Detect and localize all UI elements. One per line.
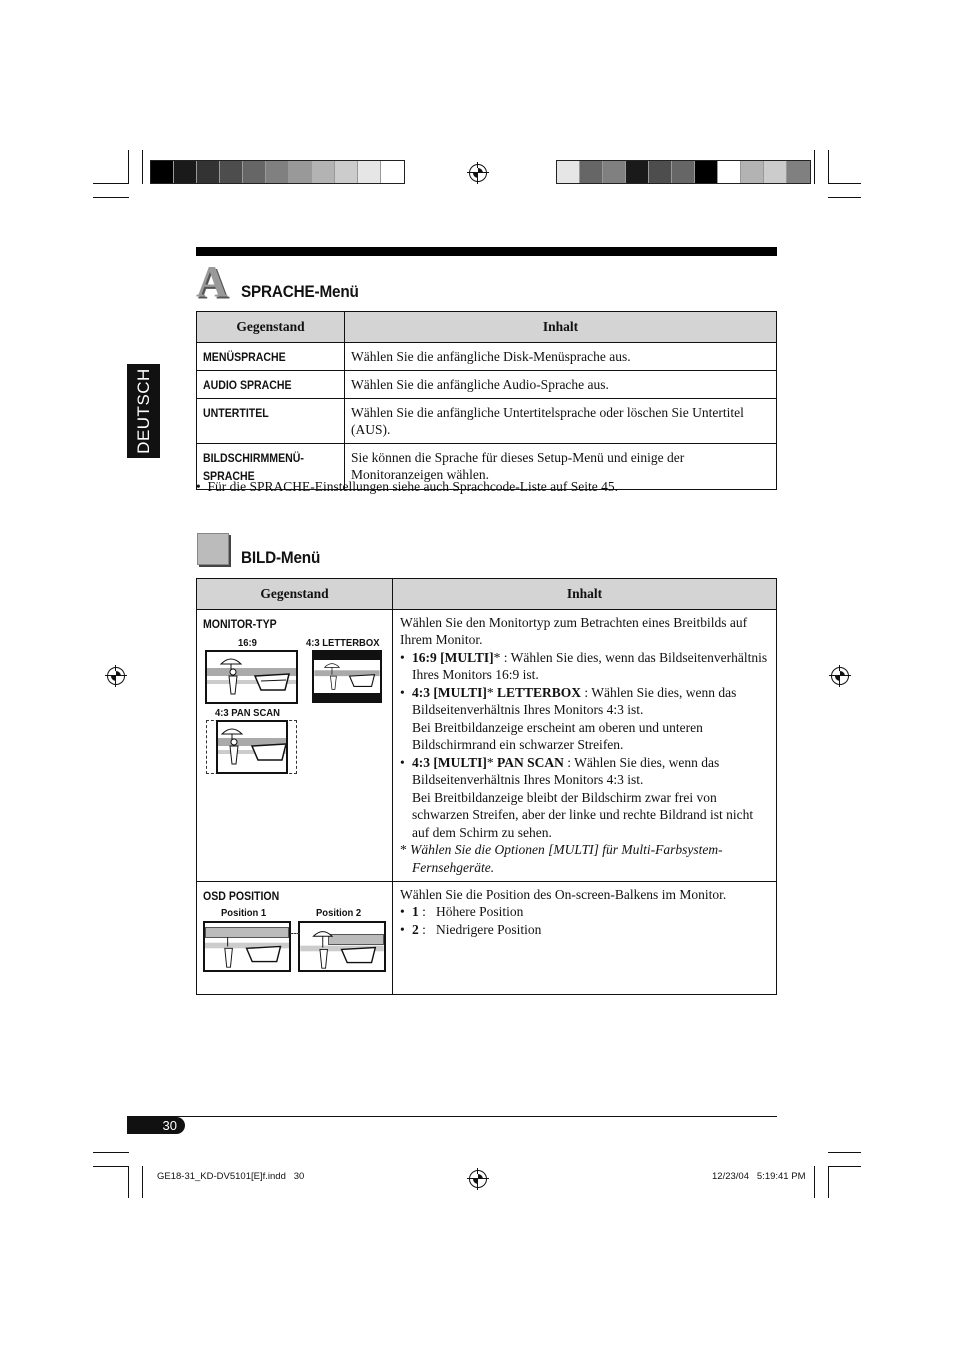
color-swatch [243, 161, 266, 183]
color-swatch [557, 161, 580, 183]
color-swatch [603, 161, 626, 183]
osd-intro: Wählen Sie die Position des On-screen-Balkens im Monitor. [400, 886, 727, 902]
crop-mark [93, 1166, 129, 1167]
color-swatch [289, 161, 312, 183]
monitor-option-letterbox: • 4:3 [MULTI]* LETTERBOX : Wählen Sie dies, wenn das Bildseitenverhältnis Ihres Monitors 4:3 ist. Bei Breitbildanzeige erscheint am oberen und unteren Bildschirmrand ein schwarzer Streifen. [412, 684, 770, 754]
label-position-1: Position 1 [221, 907, 267, 919]
row-content: Sie können die Sprache für dieses Setup-Menü und einige der Monitoranzeigen wählen. [345, 443, 777, 489]
color-swatch [312, 161, 335, 183]
color-swatch [580, 161, 603, 183]
row-item: MONITOR-TYP [203, 616, 277, 631]
color-swatch [151, 161, 174, 183]
beach-scene-icon [300, 925, 384, 971]
row-item-line2: SPRACHE [203, 468, 255, 483]
crop-mark [828, 150, 829, 184]
color-swatch [266, 161, 289, 183]
color-bar-right [556, 160, 811, 184]
color-swatch [695, 161, 718, 183]
crop-mark [828, 197, 861, 198]
label-letterbox: 4:3 LETTERBOX [306, 637, 380, 649]
registration-mark-icon [469, 1170, 487, 1188]
table-header-row [197, 312, 777, 343]
slug-filename: GE18-31_KD-DV5101[E]f.indd 30 [157, 1171, 305, 1182]
color-swatch [358, 161, 381, 183]
header-inhalt: Inhalt [345, 312, 777, 343]
row-item: UNTERTITEL [203, 405, 269, 420]
beach-scene-icon [205, 937, 289, 971]
side-tab-label: DEUTSCH [133, 368, 153, 454]
section-rule [196, 247, 777, 256]
color-swatch [197, 161, 220, 183]
osd-option-2: • 2 : Niedrigere Position [412, 921, 770, 939]
slug-timestamp: 12/23/04 5:19:41 PM [712, 1171, 806, 1182]
row-content: Wählen Sie die anfängliche Untertitelsprache oder löschen Sie Untertitel (AUS). [345, 398, 777, 443]
row-item-line1: BILDSCHIRMMENÜ- [203, 450, 304, 465]
monitor-option-169: • 16:9 [MULTI]* : Wählen Sie dies, wenn das Bildseitenverhältnis Ihres Monitors 16:9 ist. [412, 649, 770, 684]
label-169: 16:9 [238, 637, 257, 649]
monitor-note: * Wählen Sie die Optionen [MULTI] für Multi-Farbsystem-Fernsehgeräte. [400, 842, 723, 875]
header-inhalt: Inhalt [393, 579, 777, 610]
monitor-panscan-illustration [216, 720, 288, 774]
label-position-2: Position 2 [316, 907, 362, 919]
footer-rule [127, 1116, 777, 1117]
section-letter-a-icon: A [196, 257, 228, 306]
registration-mark-icon [107, 667, 125, 685]
color-swatch [764, 161, 787, 183]
table-row [197, 370, 777, 398]
crop-mark [828, 183, 861, 184]
color-swatch [649, 161, 672, 183]
color-swatch [718, 161, 741, 183]
color-swatch [626, 161, 649, 183]
crop-mark [93, 1152, 129, 1153]
osd-position-2-illustration [298, 921, 386, 972]
row-item: MENÜSPRACHE [203, 349, 286, 364]
page-number: 30 [127, 1117, 185, 1134]
crop-mark [128, 150, 129, 184]
monitor-169-illustration [205, 650, 298, 704]
crop-mark [828, 1166, 829, 1198]
crop-mark [142, 1166, 143, 1198]
crop-mark [828, 1152, 861, 1153]
picture-menu-icon [197, 533, 229, 565]
sprache-table [196, 311, 777, 490]
osd-connector [290, 926, 300, 934]
osd-position-1-illustration [203, 921, 291, 972]
monitor-letterbox-illustration [312, 650, 382, 703]
beach-scene-icon [314, 660, 380, 693]
crop-mark [93, 183, 129, 184]
section-title-sprache: SPRACHE-Menü [241, 282, 359, 301]
color-swatch [787, 161, 810, 183]
section-title-bild: BILD-Menü [241, 548, 321, 567]
color-bar-left [150, 160, 405, 184]
row-item: OSD POSITION [203, 888, 280, 903]
header-gegenstand: Gegenstand [197, 312, 345, 343]
row-content: Wählen Sie die anfängliche Disk-Menüsprache aus. [345, 342, 777, 370]
crop-mark [93, 197, 129, 198]
bullet-icon: • [196, 479, 208, 494]
footnote-text: Für die SPRACHE-Einstellungen siehe auch Sprachcode-Liste auf Seite 45. [207, 479, 619, 494]
row-item: AUDIO SPRACHE [203, 377, 292, 392]
crop-mark [814, 150, 815, 184]
crop-mark [814, 1166, 815, 1198]
beach-scene-icon [207, 652, 296, 702]
language-side-tab [127, 364, 160, 458]
crop-mark [828, 1166, 861, 1167]
beach-scene-icon [218, 722, 286, 772]
color-swatch [335, 161, 358, 183]
table-header-row [197, 579, 777, 610]
color-swatch [174, 161, 197, 183]
registration-mark-icon [469, 164, 487, 182]
table-row [197, 342, 777, 370]
table-row [197, 398, 777, 443]
footnote [196, 479, 618, 495]
color-swatch [741, 161, 764, 183]
crop-mark [142, 150, 143, 184]
row-content: Wählen Sie die anfängliche Audio-Sprache aus. [345, 370, 777, 398]
osd-option-1: • 1 : Höhere Position [412, 903, 770, 921]
color-swatch [381, 161, 404, 183]
registration-mark-icon [831, 667, 849, 685]
crop-mark [128, 1166, 129, 1198]
label-panscan: 4:3 PAN SCAN [215, 707, 280, 719]
color-swatch [672, 161, 695, 183]
monitor-option-panscan: • 4:3 [MULTI]* PAN SCAN : Wählen Sie dies, wenn das Bildseitenverhältnis Ihres Monitors 4:3 ist. Bei Breitbildanzeige bleibt der Bildschirm zwar frei von schwarzen Streifen, aber der linke und rechte Bildrand ist nicht auf dem Schirm zu sehen. [412, 754, 770, 842]
monitor-intro: Wählen Sie den Monitortyp zum Betrachten eines Breitbilds auf Ihrem Monitor. [400, 614, 748, 647]
color-swatch [220, 161, 243, 183]
header-gegenstand: Gegenstand [197, 579, 393, 610]
